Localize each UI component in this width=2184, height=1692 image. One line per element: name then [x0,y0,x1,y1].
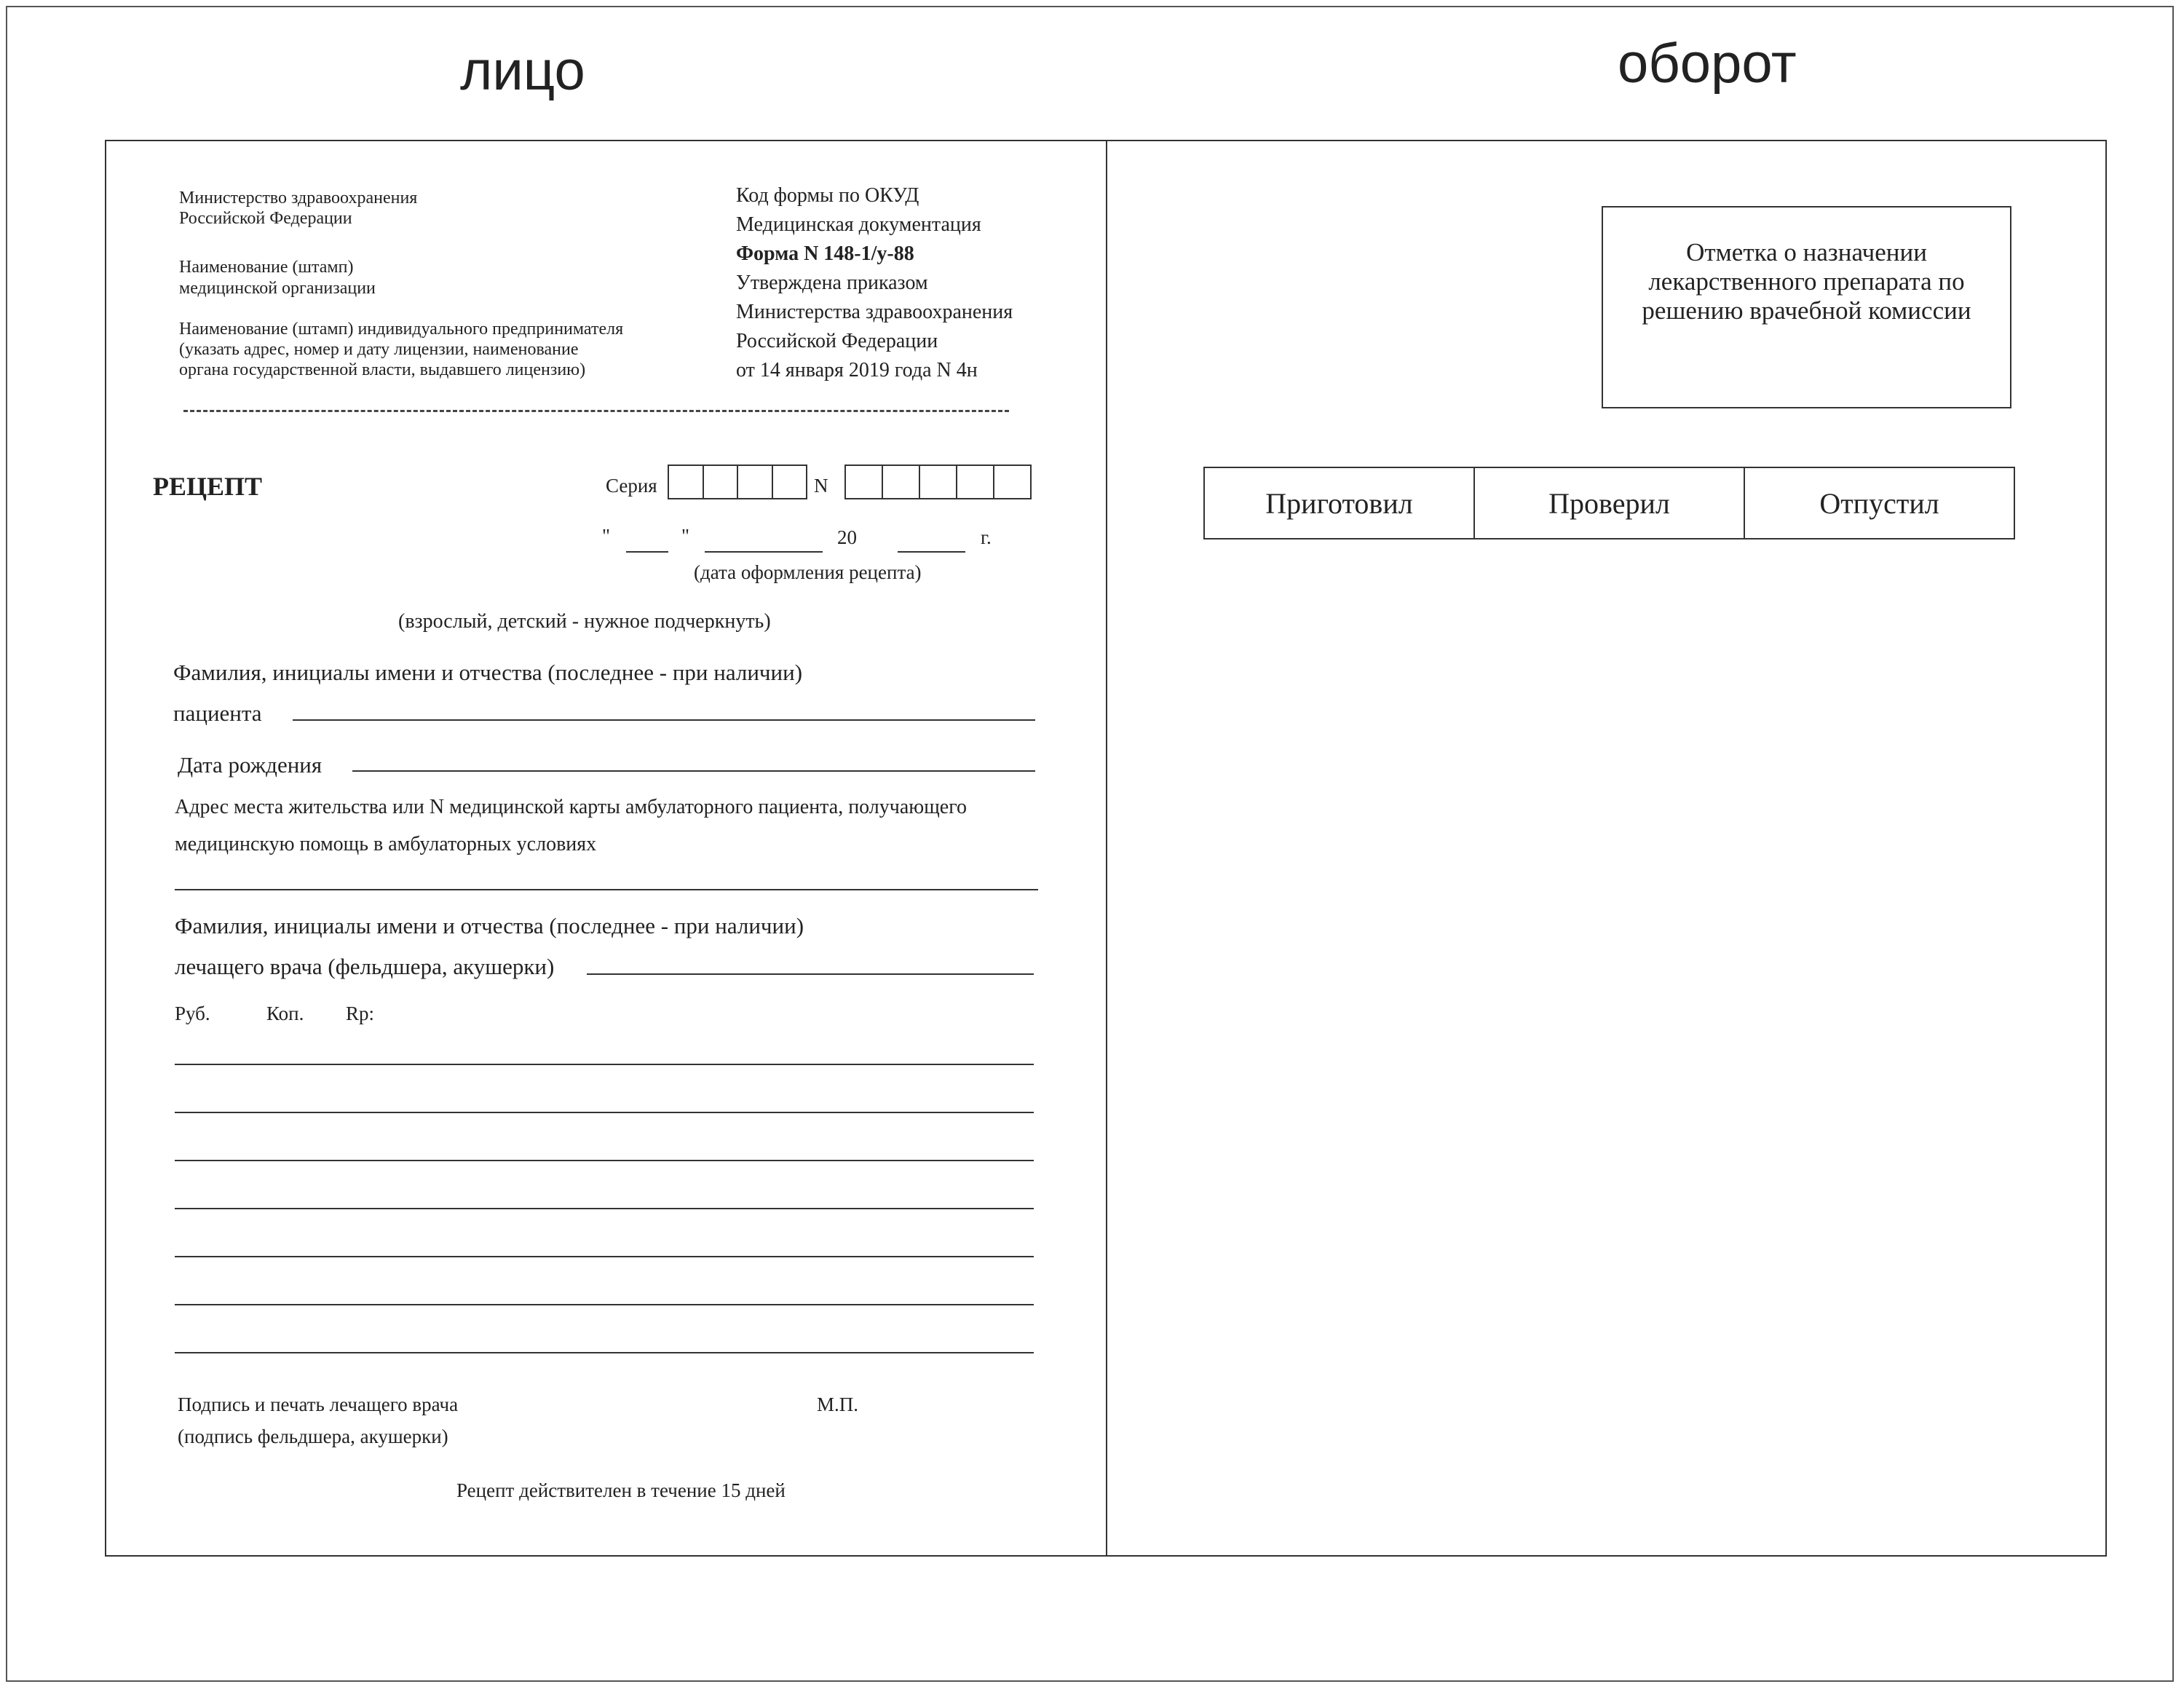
date-year-field[interactable] [898,551,965,553]
prescription-line[interactable] [175,1112,1034,1113]
prescription-line[interactable] [175,1352,1034,1353]
form-okud-code: Код формы по ОКУД [736,184,919,207]
prescription-line[interactable] [175,1304,1034,1305]
form-approved: Утверждена приказом [736,272,928,294]
prescription-line[interactable] [175,1160,1034,1161]
prescription-title: РЕЦЕПТ [153,472,263,501]
doctor-name-label: Фамилия, инициалы имени и отчества (последнее - при наличии) [175,913,804,938]
form-med-docs: Медицинская документация [736,213,981,236]
commission-stamp-line-1: Отметка о назначении [1686,238,1927,266]
form-approved-federation: Российской Федерации [736,330,938,352]
entrepreneur-stamp-line-1: Наименование (штамп) индивидуального предпринимателя [179,320,624,339]
date-quote-open: " [602,525,611,547]
series-box[interactable] [669,466,703,498]
patient-name-field[interactable] [293,719,1035,721]
number-box[interactable] [993,466,1030,498]
series-box[interactable] [737,466,772,498]
cut-line [183,410,1009,412]
pharmacy-signature-table [1203,467,2015,539]
form-number: Форма N 148-1/у-88 [736,242,914,265]
kop-label: Коп. [266,1003,304,1024]
validity-note: Рецепт действителен в течение 15 дней [456,1479,786,1501]
front-side-heading: лицо [460,40,585,102]
entrepreneur-stamp-line-2: (указать адрес, номер и дату лицензии, наименование [179,340,579,359]
seal-label: М.П. [817,1393,859,1415]
entrepreneur-stamp-line-3: органа государственной власти, выдавшего лицензию) [179,360,586,379]
commission-stamp-line-3: решению врачебной комиссии [1642,296,1971,325]
address-field[interactable] [175,889,1038,890]
address-label-2: медицинскую помощь в амбулаторных условиях [175,833,597,855]
date-caption: (дата оформления рецепта) [694,561,922,583]
number-box[interactable] [919,466,956,498]
number-box[interactable] [846,466,882,498]
birth-date-field[interactable] [352,770,1035,772]
dispensed-cell[interactable]: Отпустил [1744,468,2014,538]
patient-name-label: Фамилия, инициалы имени и отчества (последнее - при наличии) [173,660,803,685]
birth-date-label: Дата рождения [178,752,323,778]
signature-label-2: (подпись фельдшера, акушерки) [178,1426,448,1447]
series-boxes[interactable] [668,464,807,499]
number-boxes[interactable] [844,464,1032,499]
date-century: 20 [837,526,857,548]
patient-name-label-2: пациента [173,700,262,726]
prepared-cell[interactable]: Приготовил [1265,486,1413,520]
date-day-field[interactable] [626,551,668,553]
doctor-name-field[interactable] [587,973,1034,975]
date-quote-close: " [681,525,690,547]
number-box[interactable] [882,466,919,498]
sheet-fold-divider [1106,140,1107,1557]
series-box[interactable] [772,466,807,498]
checked-cell[interactable]: Проверил [1473,468,1744,538]
address-label: Адрес места жительства или N медицинской карты амбулаторного пациента, получающего [175,796,967,818]
date-month-field[interactable] [705,551,823,553]
prescription-line[interactable] [175,1256,1034,1257]
form-approved-date: от 14 января 2019 года N 4н [736,359,978,382]
prescription-line[interactable] [175,1208,1034,1209]
rp-label: Rp: [346,1003,375,1024]
form-approved-ministry: Министерства здравоохранения [736,301,1013,323]
org-ministry-line-2: Российской Федерации [179,209,352,228]
org-ministry-line-1: Министерство здравоохранения [179,189,418,207]
commission-stamp-line-2: лекарственного препарата по [1648,267,1965,296]
prescription-line[interactable] [175,1064,1034,1065]
org-stamp-line-1: Наименование (штамп) [179,258,354,277]
org-stamp-line-2: медицинской организации [179,279,376,298]
date-year-suffix: г. [981,526,992,548]
number-box[interactable] [956,466,993,498]
signature-label: Подпись и печать лечащего врача [178,1393,459,1415]
commission-stamp-box [1602,206,2011,408]
rub-label: Руб. [175,1003,210,1024]
back-side-heading: оборот [1618,33,1797,95]
series-box[interactable] [703,466,737,498]
series-label: Серия [606,475,657,497]
age-note: (взрослый, детский - нужное подчеркнуть) [398,610,771,633]
number-label: N [814,475,828,497]
doctor-name-label-2: лечащего врача (фельдшера, акушерки) [175,954,555,979]
